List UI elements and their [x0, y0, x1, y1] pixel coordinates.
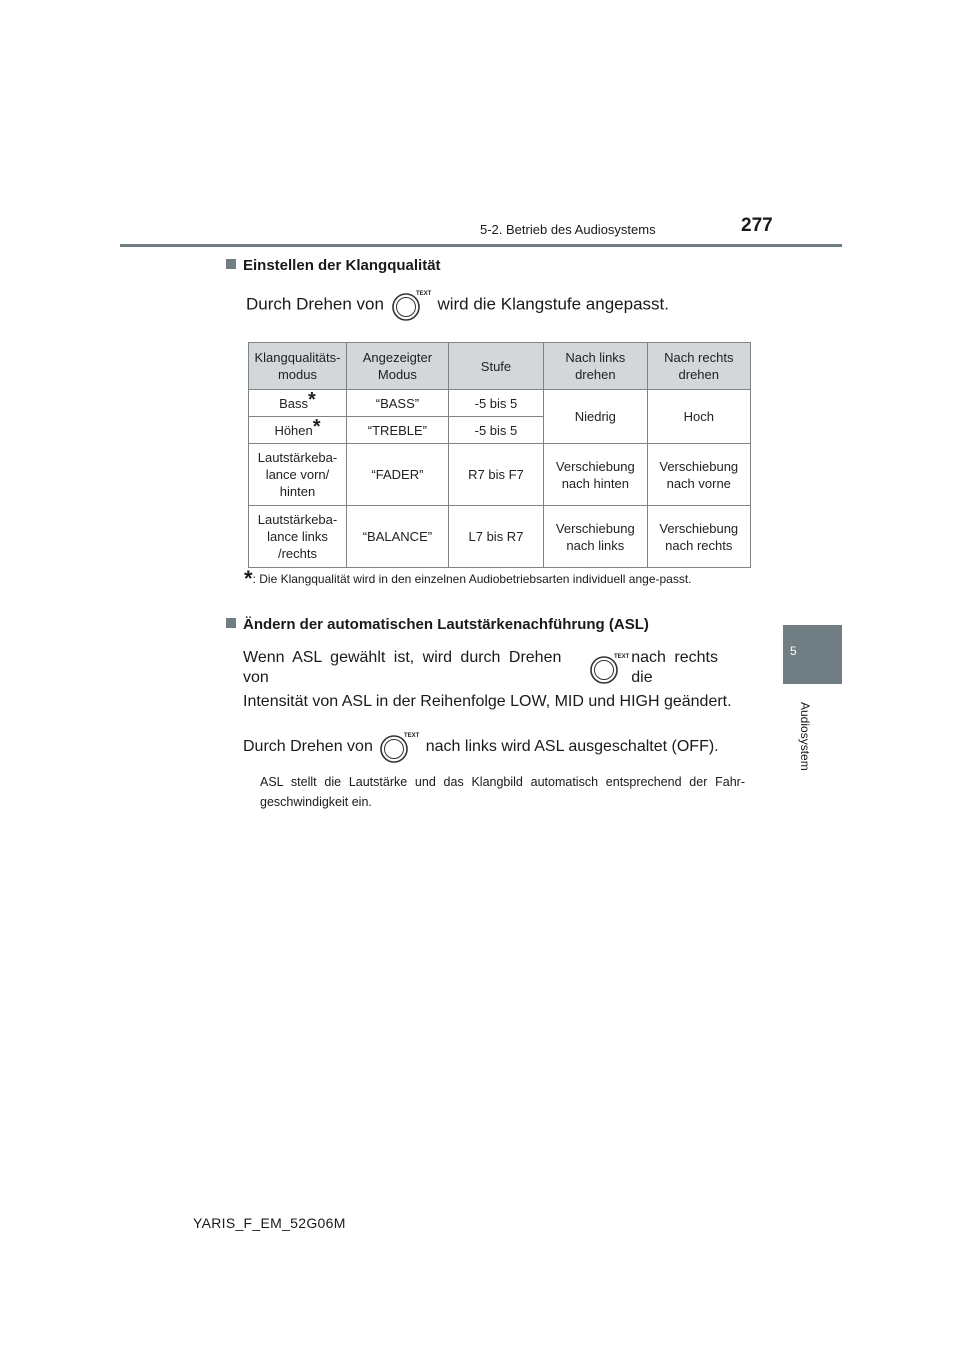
para1-text-after: nach rechts die — [631, 649, 718, 686]
chapter-tab-number: 5 — [790, 644, 797, 658]
table-cell: “TREBLE” — [346, 417, 448, 444]
cell-balance-left: Verschiebung nach links — [555, 520, 635, 553]
sound-quality-table — [248, 342, 751, 568]
header-display: Angezeigter Modus — [362, 350, 433, 382]
table-cell: Hoch — [647, 390, 750, 444]
table-row — [249, 506, 751, 568]
section-heading-asl — [226, 616, 649, 633]
section-heading-sound-quality — [226, 257, 441, 274]
chapter-tab-label: Audiosystem — [798, 702, 812, 771]
table-cell — [249, 390, 347, 417]
table-cell: “BASS” — [346, 390, 448, 417]
cell-mode-treble: Höhen — [274, 422, 313, 438]
asl-paragraph-2 — [243, 729, 719, 765]
table-cell: R7 bis F7 — [448, 444, 543, 506]
para2-text-after: nach links wird ASL ausgeschaltet (OFF). — [425, 738, 719, 756]
asl-paragraph-1 — [243, 650, 745, 712]
table-cell — [249, 506, 347, 568]
asterisk-mark: * — [312, 415, 321, 438]
table-header-row — [249, 343, 751, 390]
document-id: YARIS_F_EM_52G06M — [193, 1215, 346, 1231]
svg-text:TEXT: TEXT — [404, 733, 420, 739]
cell-fader-right: Verschiebung nach vorne — [659, 458, 739, 491]
cell-mode-fader: Lautstärkeba- lance vorn/ hinten — [257, 450, 338, 499]
section-heading-text: Einstellen der Klangqualität — [243, 257, 441, 274]
cell-fader-left: Verschiebung nach hinten — [555, 458, 635, 491]
intro-text-before: Durch Drehen von — [246, 294, 384, 314]
cell-mode-bass: Bass — [279, 395, 309, 411]
table-cell: -5 bis 5 — [448, 417, 543, 444]
cell-balance-right: Verschiebung nach rechts — [659, 520, 739, 553]
footnote-asterisk: * — [244, 566, 253, 591]
table-header-cell — [544, 343, 647, 390]
table-header-cell — [647, 343, 750, 390]
header-mode: Klangqualitäts- modus — [254, 350, 341, 382]
intro-text-after: wird die Klangstufe angepasst. — [437, 294, 669, 314]
table-header-cell: Stufe — [448, 343, 543, 390]
asl-note: ASL stellt die Lautstärke und das Klangbild automatisch entsprechend der Fahr-geschwindigkeit ein. — [260, 775, 745, 809]
asl-paragraph-1-line-2: Intensität von ASL in der Reihenfolge LOW, MID und HIGH geändert. — [243, 693, 732, 710]
tune-knob-icon — [377, 729, 421, 765]
square-bullet-icon — [226, 618, 236, 628]
table-cell: “BALANCE” — [346, 506, 448, 568]
table-cell — [647, 444, 750, 506]
table-cell — [544, 444, 647, 506]
svg-text:TEXT: TEXT — [415, 291, 432, 297]
table-cell: Niedrig — [544, 390, 647, 444]
table-row — [249, 444, 751, 506]
para1-text-before: Wenn ASL gewählt ist, wird durch Drehen von — [243, 649, 562, 686]
intro-line — [246, 287, 669, 323]
table-header-cell — [249, 343, 347, 390]
section-heading-text: Ändern der automatischen Lautstärkenachführung (ASL) — [243, 616, 649, 633]
table-cell: -5 bis 5 — [448, 390, 543, 417]
square-bullet-icon — [226, 259, 236, 269]
header-left: Nach links drehen — [565, 350, 626, 382]
header-rule — [120, 244, 842, 247]
table-header-cell — [346, 343, 448, 390]
table-cell: L7 bis R7 — [448, 506, 543, 568]
asterisk-mark: * — [308, 388, 316, 411]
table-row — [249, 390, 751, 417]
tune-knob-icon — [389, 287, 433, 323]
svg-text:TEXT: TEXT — [614, 654, 630, 660]
table-cell — [544, 506, 647, 568]
table-cell — [647, 506, 750, 568]
table-cell: “FADER” — [346, 444, 448, 506]
page-number: 277 — [741, 215, 773, 236]
para2-text-before: Durch Drehen von — [243, 738, 373, 756]
tune-knob-icon — [587, 650, 631, 686]
section-reference: 5-2. Betrieb des Audiosystems — [480, 222, 656, 237]
header-right: Nach rechts drehen — [664, 350, 734, 382]
table-cell — [249, 417, 347, 444]
asl-paragraph-1-line-1 — [243, 650, 745, 686]
cell-mode-balance: Lautstärkeba- lance links /rechts — [257, 512, 338, 561]
table-footnote — [244, 566, 746, 591]
footnote-text: : Die Klangqualität wird in den einzelnen Audiobetriebsarten individuell ange-passt. — [252, 572, 692, 586]
table-cell — [249, 444, 347, 506]
